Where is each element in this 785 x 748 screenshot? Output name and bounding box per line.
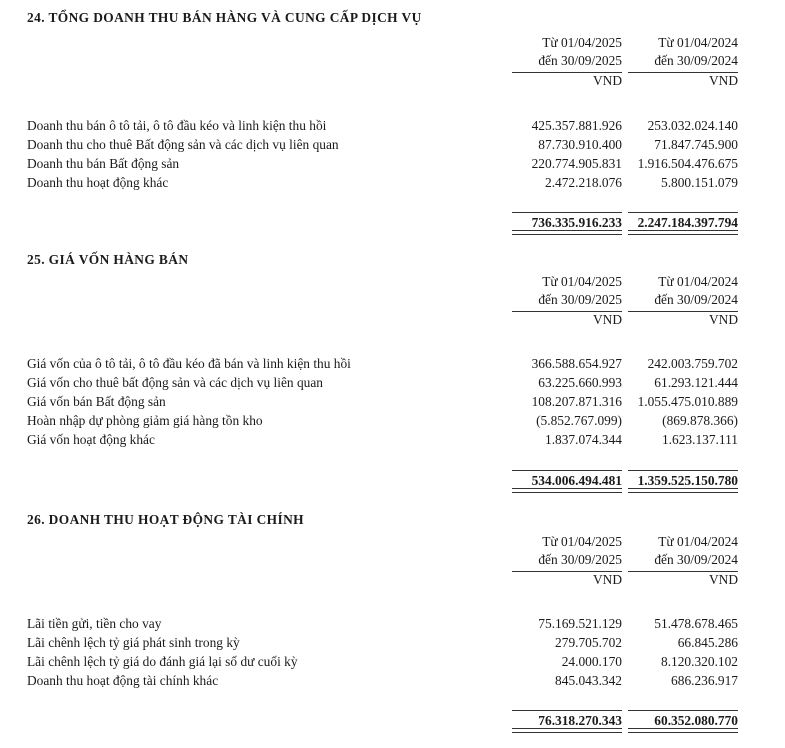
period-start: Từ 01/04/2024 bbox=[658, 274, 738, 289]
period-end: đến 30/09/2025 bbox=[538, 53, 622, 68]
currency-unit: VND bbox=[628, 72, 738, 89]
value-current: (5.852.767.099) bbox=[536, 413, 622, 428]
table-row bbox=[0, 373, 785, 392]
value-current: 425.357.881.926 bbox=[531, 118, 622, 133]
value-prior: 1.055.475.010.889 bbox=[637, 394, 738, 409]
table-row bbox=[0, 652, 785, 671]
total-current: 534.006.494.481 bbox=[512, 470, 622, 493]
value-current: 63.225.660.993 bbox=[538, 375, 622, 390]
table-row bbox=[0, 430, 785, 449]
period-end: đến 30/09/2025 bbox=[538, 552, 622, 567]
value-prior: 66.845.286 bbox=[677, 635, 738, 650]
period-end: đến 30/09/2024 bbox=[654, 53, 738, 68]
row-label: Lãi chênh lệch tỷ giá do đánh giá lại số dư cuối kỳ bbox=[27, 654, 298, 669]
table-row bbox=[0, 614, 785, 633]
row-label: Giá vốn của ô tô tải, ô tô đầu kéo đã bán và linh kiện thu hồi bbox=[27, 356, 351, 371]
total-prior: 1.359.525.150.780 bbox=[628, 470, 738, 493]
currency-unit: VND bbox=[512, 311, 622, 328]
value-current: 2.472.218.076 bbox=[545, 175, 622, 190]
total-current: 736.335.916.233 bbox=[512, 212, 622, 235]
value-prior: 8.120.320.102 bbox=[661, 654, 738, 669]
table-row bbox=[0, 633, 785, 652]
period-start: Từ 01/04/2025 bbox=[542, 35, 622, 50]
value-prior: 1.623.137.111 bbox=[661, 432, 738, 447]
column-header-current-period bbox=[512, 34, 622, 89]
period-end: đến 30/09/2024 bbox=[654, 292, 738, 307]
value-prior: 686.236.917 bbox=[671, 673, 738, 688]
row-label: Doanh thu bán ô tô tải, ô tô đầu kéo và linh kiện thu hồi bbox=[27, 118, 327, 133]
value-prior: 1.916.504.476.675 bbox=[637, 156, 738, 171]
row-label: Giá vốn cho thuê bất động sản và các dịch vụ liên quan bbox=[27, 375, 323, 390]
period-start: Từ 01/04/2024 bbox=[658, 35, 738, 50]
period-end: đến 30/09/2025 bbox=[538, 292, 622, 307]
value-prior: 253.032.024.140 bbox=[647, 118, 738, 133]
value-current: 845.043.342 bbox=[555, 673, 622, 688]
value-current: 1.837.074.344 bbox=[545, 432, 622, 447]
value-current: 87.730.910.400 bbox=[538, 137, 622, 152]
table-row bbox=[0, 354, 785, 373]
period-end: đến 30/09/2024 bbox=[654, 552, 738, 567]
value-current: 366.588.654.927 bbox=[531, 356, 622, 371]
section-title: 24. TỔNG DOANH THU BÁN HÀNG VÀ CUNG CẤP DỊCH VỤ bbox=[27, 10, 422, 25]
value-current: 279.705.702 bbox=[555, 635, 622, 650]
total-prior: 60.352.080.770 bbox=[628, 710, 738, 733]
row-label: Doanh thu bán Bất động sản bbox=[27, 156, 180, 171]
value-prior: 51.478.678.465 bbox=[654, 616, 738, 631]
total-prior: 2.247.184.397.794 bbox=[628, 212, 738, 235]
column-header-prior-period bbox=[628, 34, 738, 89]
value-prior: (869.878.366) bbox=[662, 413, 738, 428]
currency-unit: VND bbox=[512, 72, 622, 89]
value-current: 24.000.170 bbox=[561, 654, 622, 669]
row-label: Doanh thu cho thuê Bất động sản và các dịch vụ liên quan bbox=[27, 137, 339, 152]
row-label: Lãi chênh lệch tỷ giá phát sinh trong kỳ bbox=[27, 635, 240, 650]
table-row bbox=[0, 135, 785, 154]
row-label: Giá vốn hoạt động khác bbox=[27, 432, 155, 447]
currency-unit: VND bbox=[512, 571, 622, 588]
table-row bbox=[0, 392, 785, 411]
table-row bbox=[0, 116, 785, 135]
section-title: 25. GIÁ VỐN HÀNG BÁN bbox=[27, 252, 189, 267]
value-prior: 242.003.759.702 bbox=[647, 356, 738, 371]
table-row bbox=[0, 173, 785, 192]
value-current: 75.169.521.129 bbox=[538, 616, 622, 631]
column-header-prior-period bbox=[628, 273, 738, 328]
value-current: 108.207.871.316 bbox=[531, 394, 622, 409]
row-label: Giá vốn bán Bất động sản bbox=[27, 394, 166, 409]
value-current: 220.774.905.831 bbox=[531, 156, 622, 171]
value-prior: 61.293.121.444 bbox=[654, 375, 738, 390]
table-row bbox=[0, 154, 785, 173]
value-prior: 5.800.151.079 bbox=[661, 175, 738, 190]
value-prior: 71.847.745.900 bbox=[654, 137, 738, 152]
row-label: Doanh thu hoạt động khác bbox=[27, 175, 169, 190]
total-current: 76.318.270.343 bbox=[512, 710, 622, 733]
row-label: Hoàn nhập dự phòng giảm giá hàng tồn kho bbox=[27, 413, 263, 428]
table-row bbox=[0, 411, 785, 430]
column-header-prior-period bbox=[628, 533, 738, 588]
column-header-current-period bbox=[512, 273, 622, 328]
section-title: 26. DOANH THU HOẠT ĐỘNG TÀI CHÍNH bbox=[27, 512, 304, 527]
table-row bbox=[0, 671, 785, 690]
period-start: Từ 01/04/2024 bbox=[658, 534, 738, 549]
currency-unit: VND bbox=[628, 571, 738, 588]
period-start: Từ 01/04/2025 bbox=[542, 274, 622, 289]
currency-unit: VND bbox=[628, 311, 738, 328]
period-start: Từ 01/04/2025 bbox=[542, 534, 622, 549]
row-label: Doanh thu hoạt động tài chính khác bbox=[27, 673, 219, 688]
column-header-current-period bbox=[512, 533, 622, 588]
row-label: Lãi tiền gửi, tiền cho vay bbox=[27, 616, 162, 631]
